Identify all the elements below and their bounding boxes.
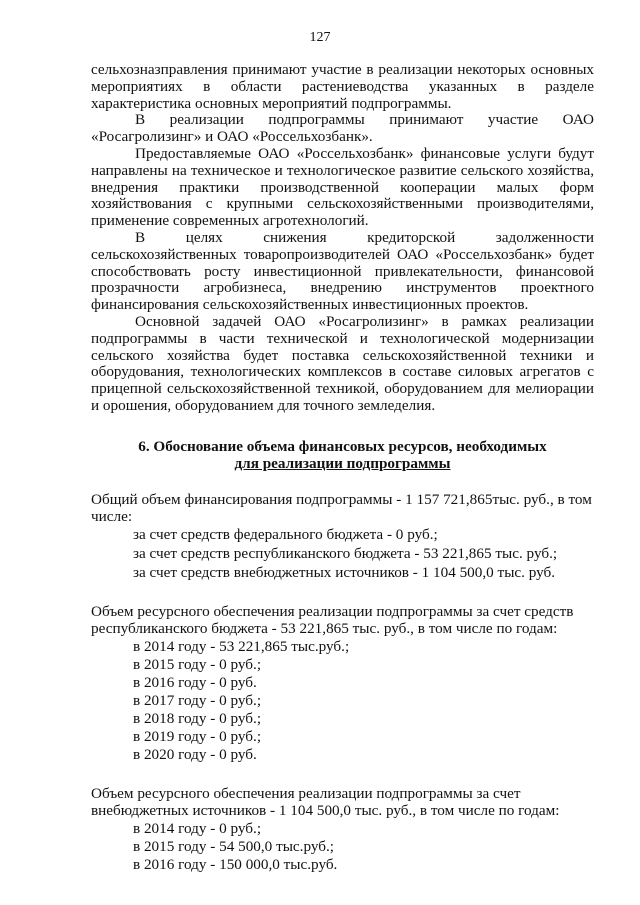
list-item: в 2016 году - 0 руб. [133, 673, 257, 691]
paragraph-5: Основной задачей ОАО «Росагролизинг» в рамках реализации подпрограммы в части технической и технологической модернизации сельского хозяйства будет поставка сельскохозяйственной техники и оборудования, технологических комплексов в составе силовых агрегатов с прицепной сельскохозяйственной техникой, оборудованием для мелиорации и орошения, оборудованием для точного земледелия. [91, 312, 594, 414]
list-item: в 2014 году - 53 221,865 тыс.руб.; [133, 637, 350, 655]
list-item: в 2015 году - 54 500,0 тыс.руб.; [133, 837, 334, 855]
list-item: за счет средств республиканского бюджета - 53 221,865 тыс. руб.; [133, 545, 558, 563]
list-item: в 2018 году - 0 руб.; [133, 709, 262, 727]
page-number: 127 [309, 30, 331, 45]
section-heading-line2: для реализации подпрограммы [234, 454, 451, 472]
list-item: в 2020 году - 0 руб. [133, 745, 257, 763]
extrabudget-funding-intro: Объем ресурсного обеспечения реализации подпрограммы за счет внебюджетных источников - 1 104 500,0 тыс. руб., в том числе по годам: [91, 784, 560, 819]
section-heading [91, 438, 594, 472]
paragraph-4: В целях снижения кредиторской задолженности сельскохозяйственных товаропроизводителей ОАО «Россельхозбанк» будет способствовать росту инвестиционной привлекательности, финансовой прозрачности агробизнеса, внедрению инструментов проектного финансирования сельскохозяйственных инвестиционных проектов. [91, 228, 594, 314]
total-funding-intro: Общий объем финансирования подпрограммы - 1 157 721,865тыс. руб., в том числе: [91, 490, 592, 525]
list-item: в 2016 году - 150 000,0 тыс.руб. [133, 855, 338, 873]
list-item: за счет средств внебюджетных источников - 1 104 500,0 тыс. руб. [133, 564, 556, 582]
extrabudget-funding-list [91, 820, 594, 874]
republican-funding-list [91, 638, 594, 764]
list-item: за счет средств федерального бюджета - 0 руб.; [133, 526, 438, 544]
paragraph-2: В реализации подпрограммы принимают участие ОАО «Росагролизинг» и ОАО «Россельхозбанк». [91, 111, 594, 146]
list-item: в 2015 году - 0 руб.; [133, 655, 262, 673]
total-funding-list [91, 525, 594, 582]
paragraph-3: Предоставляемые ОАО «Россельхозбанк» финансовые услуги будут направлены на техническое и технологическое развитие сельского хозяйства, внедрения практики производственной кооперации малых форм хозяйствования с крупными сельскохозяйственными производителями, применение современных агротехнологий. [91, 144, 594, 230]
list-item: в 2019 году - 0 руб.; [133, 727, 262, 745]
republican-funding-intro: Объем ресурсного обеспечения реализации подпрограммы за счет средств республиканского бюджета - 53 221,865 тыс. руб., в том числе по годам: [91, 603, 574, 638]
list-item: в 2014 году - 0 руб.; [133, 819, 262, 837]
section-heading-line1: 6. Обоснование объема финансовых ресурсов, необходимых [138, 437, 547, 455]
list-item: в 2017 году - 0 руб.; [133, 691, 262, 709]
document-body [91, 62, 594, 874]
paragraph-1: сельхозназправления принимают участие в реализации некоторых основных мероприятиях в области растениеводства указанных в разделе характеристика основных мероприятий подпрограммы. [91, 61, 594, 112]
